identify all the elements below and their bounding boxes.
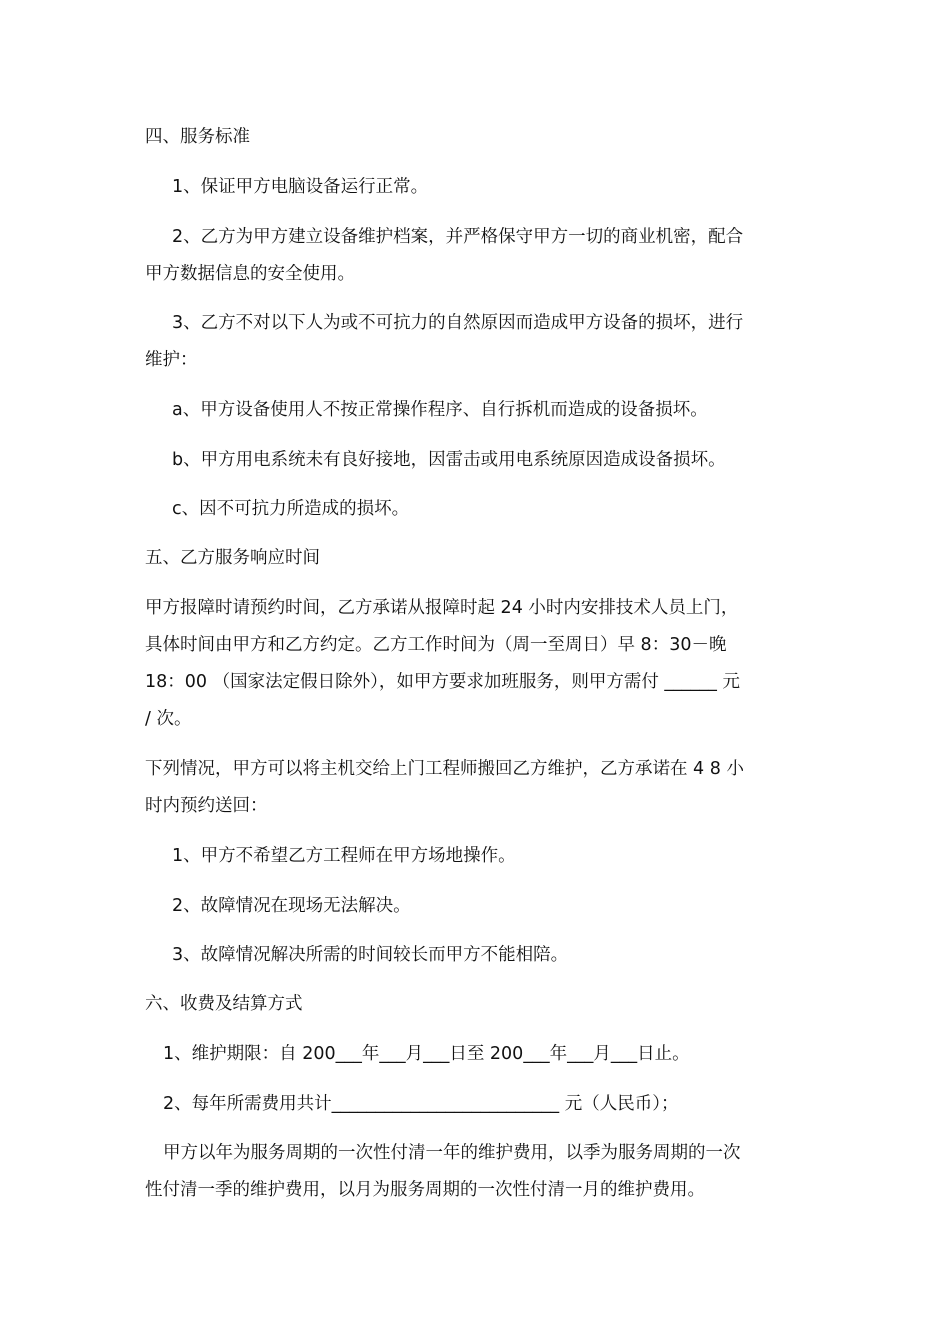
- section-5-para-1-line-4: / 次。: [145, 709, 192, 729]
- section-5-heading: 五、乙方服务响应时间: [145, 548, 320, 568]
- section-4-sub-item-a: a、甲方设备使用人不按正常操作程序、自行拆机而造成的设备损坏。: [172, 400, 708, 420]
- section-5-para-2-line-1: 下列情况，甲方可以将主机交给上门工程师搬回乙方维护，乙方承诺在 4 8 小: [145, 759, 744, 779]
- section-4-item-2-line-1: 2、乙方为甲方建立设备维护档案，并严格保守甲方一切的商业机密，配合: [172, 227, 744, 247]
- section-6-para-line-2: 性付清一季的维护费用，以月为服务周期的一次性付清一月的维护费用。: [145, 1180, 705, 1200]
- section-5-para-1-line-1: 甲方报障时请预约时间，乙方承诺从报障时起 24 小时内安排技术人员上门，: [145, 598, 739, 618]
- section-5-para-1-line-2: 具体时间由甲方和乙方约定。乙方工作时间为（周一至周日）早 8：30－晚: [145, 635, 727, 655]
- section-6-heading: 六、收费及结算方式: [145, 994, 303, 1014]
- section-5-para-2-line-2: 时内预约送回：: [145, 796, 268, 816]
- section-5-item-2: 2、故障情况在现场无法解决。: [172, 896, 411, 916]
- section-6-item-1: 1、维护期限：自 200___年___月___日至 200___年___月___日止。: [163, 1044, 690, 1064]
- section-6-para-line-1: 甲方以年为服务周期的一次性付清一年的维护费用，以季为服务周期的一次: [163, 1143, 741, 1163]
- section-4-item-1: 1、保证甲方电脑设备运行正常。: [172, 177, 429, 197]
- section-4-item-2-line-2: 甲方数据信息的安全使用。: [145, 264, 355, 284]
- section-4-heading: 四、服务标准: [145, 127, 250, 147]
- section-4-sub-item-b: b、甲方用电系统未有良好接地，因雷击或用电系统原因造成设备损坏。: [172, 450, 726, 470]
- section-5-para-1-line-3: 18：00 （国家法定假日除外），如甲方要求加班服务，则甲方需付 ______ 元: [145, 672, 740, 692]
- section-4-item-3-line-1: 3、乙方不对以下人为或不可抗力的自然原因而造成甲方设备的损坏，进行: [172, 313, 744, 333]
- section-5-item-1: 1、甲方不希望乙方工程师在甲方场地操作。: [172, 846, 516, 866]
- section-6-item-2: 2、每年所需费用共计__________________________ 元（人民币）；: [163, 1094, 679, 1114]
- section-5-item-3: 3、故障情况解决所需的时间较长而甲方不能相陪。: [172, 945, 569, 965]
- section-4-sub-item-c: c、因不可抗力所造成的损坏。: [172, 499, 410, 519]
- section-4-item-3-line-2: 维护：: [145, 350, 198, 370]
